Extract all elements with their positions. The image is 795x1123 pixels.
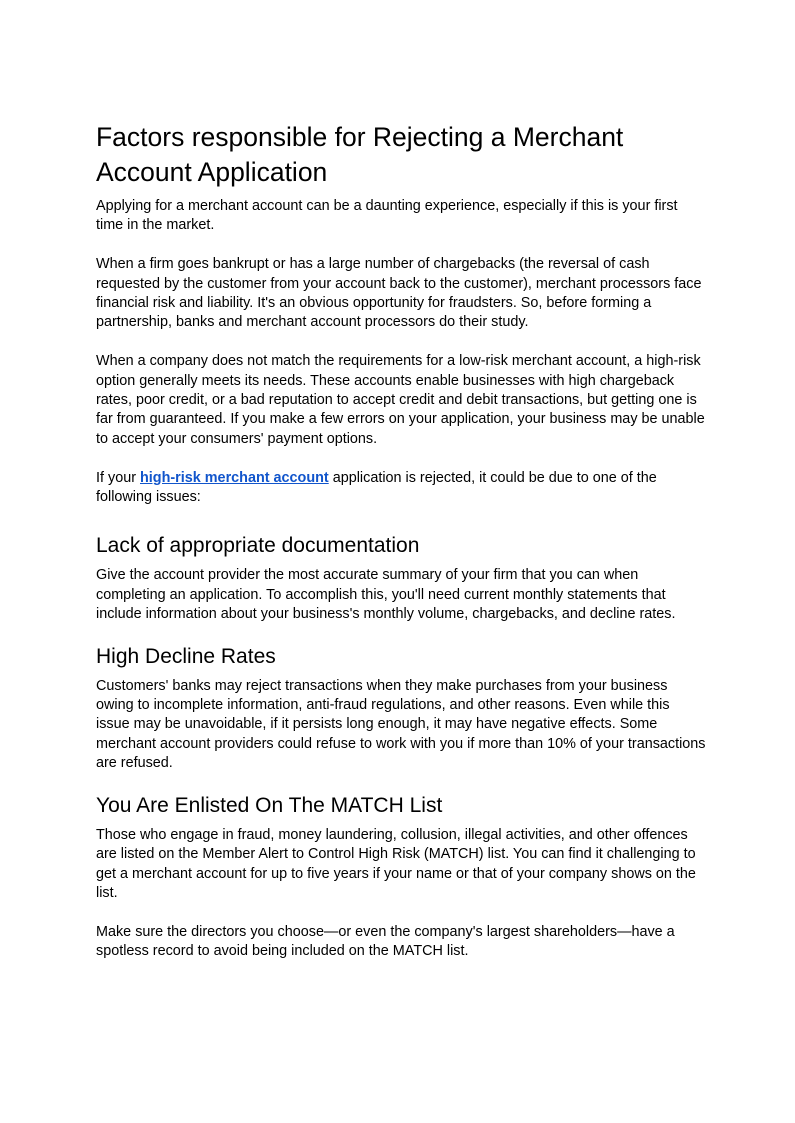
spacer (96, 774, 706, 793)
intro-paragraph-2: When a firm goes bankrupt or has a large number of chargebacks (the reversal of cash requested by the customer from your account back to the customer), merchant processors face financial risk and liability. It's an obvious opportunity for fraudsters. So, before forming a partnership, banks and merchant account processors do their study. (96, 256, 702, 331)
page-title: Factors responsible for Rejecting a Merchant Account Application (96, 122, 624, 187)
intro-p4-before: If your (96, 469, 140, 486)
section-paragraph: Make sure the directors you choose—or even the company's largest shareholders—have a spotless record to avoid being included on the MATCH list. (96, 923, 675, 960)
spacer (96, 625, 706, 644)
intro-paragraph-3: When a company does not match the requirements for a low-risk merchant account, a high-risk option generally meets its needs. These accounts enable businesses with high chargeback rates, poor credit, or a bad reputation to accept credit and debit transactions, but getting one is far from guaranteed. If you make a few errors on your application, your business may be unable to accept your consumers' payment options. (96, 353, 705, 447)
intro-paragraph-1: Applying for a merchant account can be a daunting experience, especially if this is your first time in the market. (96, 198, 678, 234)
spacer (96, 449, 706, 468)
section-paragraph: Give the account provider the most accurate summary of your firm that you can when completing an application. To accomplish this, you'll need current monthly statements that include information about your business's monthly volume, chargebacks, and decline rates. (96, 567, 676, 623)
high-risk-merchant-account-link[interactable]: high-risk merchant account (140, 469, 329, 486)
intro-p4-after: application is rejected, it could be due to one of the following issues: (96, 469, 657, 506)
section-heading-documentation: Lack of appropriate documentation (96, 534, 420, 558)
section-paragraph: Customers' banks may reject transactions when they make purchases from your business owing to incomplete information, anti-fraud regulations, and other reasons. Even while this issue may be unavoidable, if it persists long enough, it may have negative effects. Some merchant account providers could refuse to work with you if more than 10% of your transactions are refused. (96, 677, 706, 772)
spacer (96, 507, 706, 533)
section-heading-decline-rates: High Decline Rates (96, 644, 276, 668)
spacer (96, 333, 706, 352)
document-page (96, 120, 706, 962)
spacer (96, 903, 706, 922)
intro-paragraph-4 (96, 469, 706, 508)
section-heading-match-list: You Are Enlisted On The MATCH List (96, 793, 443, 817)
section-paragraph: Those who engage in fraud, money laundering, collusion, illegal activities, and other offences are listed on the Member Alert to Control High Risk (MATCH) list. You can find it challenging to get a merchant account for up to five years if your name or that of your company shows on the list. (96, 826, 696, 901)
spacer (96, 236, 706, 255)
